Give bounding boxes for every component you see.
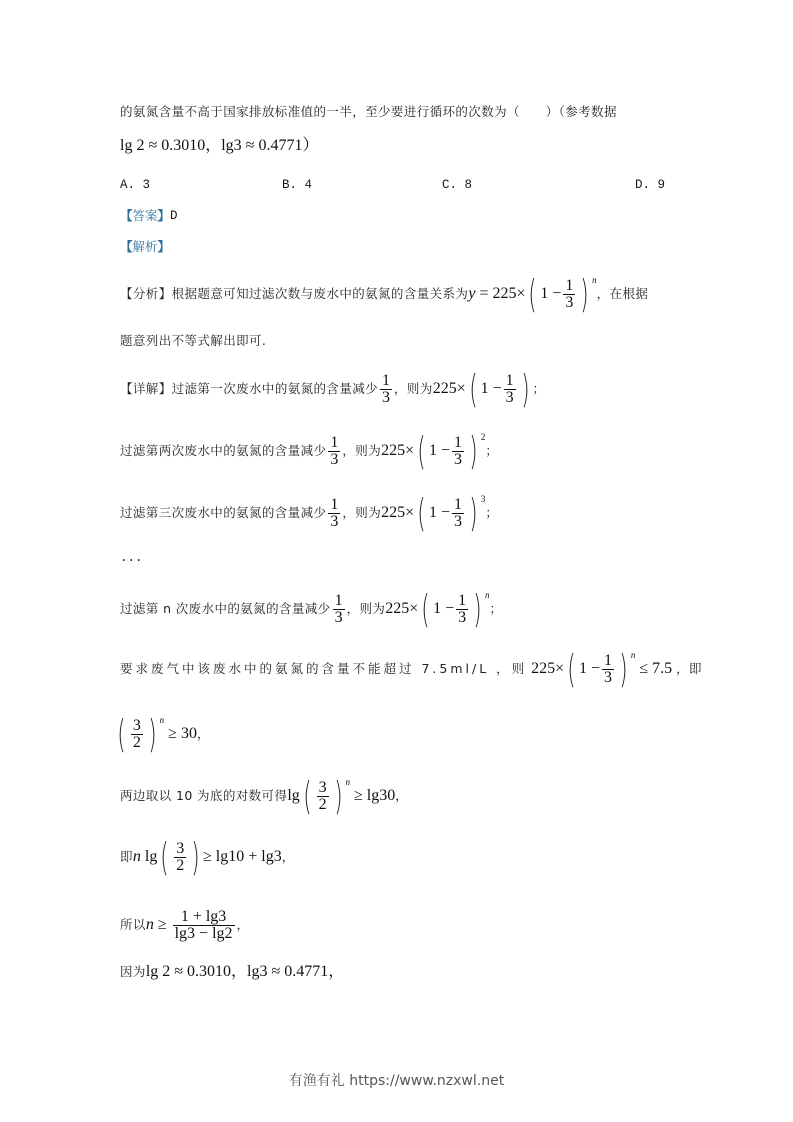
detail-step-2 (120, 429, 499, 473)
fenxi-formula: y = 225× ( 1 − $\frac{1}{3}$ ) n (468, 272, 597, 316)
step-formula: 225× ( 1 − $\frac{1}{3}$ ) 3 (381, 491, 486, 535)
answer-line (120, 207, 178, 225)
step-formula: 225× ( 1 − $\frac{1}{3}$ ) 2 (381, 429, 486, 473)
reference-values: lg 2 ≈ 0.3010，lg3 ≈ 0.4771） (120, 137, 319, 154)
option-b: B. 4 (282, 178, 313, 192)
options-row (120, 176, 680, 194)
step-mid: ，则为 (346, 601, 386, 616)
yinwei-text: 因为 (120, 964, 146, 979)
suoyi-formula: n ≥ $\frac{1 + \lg 3}{\lg 3 - \lg 2}$ (145, 907, 233, 942)
suoyi-end: ， (236, 917, 250, 932)
yinwei-formula: lg 2 ≈ 0.3010，lg3 ≈ 0.4771， (145, 963, 345, 980)
inequality-1 (117, 712, 210, 756)
log-step-end: ， (395, 788, 409, 803)
fenxi-label: 【分析】 (120, 286, 172, 301)
fenxi-text-2: 题意列出不等式解出即可. (120, 333, 267, 348)
answer-label: 【答案】 (120, 208, 171, 223)
answer-value: D (170, 209, 178, 223)
detail-step-n (120, 587, 503, 631)
reference-data (120, 137, 318, 155)
requirement-end: ，即 (676, 661, 702, 676)
inequality-end: ， (196, 726, 210, 741)
fraction-one-third: $\frac{1}{3}$ (330, 433, 339, 468)
question-text-line1 (120, 103, 617, 121)
suoyi-text: 所以 (120, 917, 146, 932)
step-text: 过滤第一次废水中的氨氮的含量减少 (171, 381, 379, 396)
detail-step-3 (120, 491, 499, 535)
ji-step (120, 835, 295, 879)
detail-label: 【详解】 (120, 381, 172, 396)
step-formula: 225× ( 1 − $\frac{1}{3}$ ) (432, 367, 530, 411)
step-text: 过滤第两次废水中的氨氮的含量减少 (120, 443, 327, 458)
option-c: C. 8 (442, 178, 473, 192)
step-end: ； (485, 505, 499, 520)
footer-text: 有渔有礼 https://www.nzxwl.net (288, 1073, 505, 1089)
step-mid: ，则为 (342, 443, 382, 458)
fraction-one-third: $\frac{1}{3}$ (330, 495, 339, 530)
inequality-formula: ( $\frac{3}{2}$ ) n ≥ 30 (117, 712, 197, 756)
step-end: ； (485, 443, 499, 458)
log-step (120, 774, 409, 818)
fraction-one-third: $\frac{1}{3}$ (382, 371, 391, 406)
fenxi-line2 (120, 332, 266, 350)
step-formula: 225× ( 1 − $\frac{1}{3}$ ) n (385, 587, 490, 631)
fraction-one-third: $\frac{1}{3}$ (334, 591, 343, 626)
ellipsis-text: ... (120, 551, 143, 565)
analysis-label: 【解析】 (120, 239, 171, 254)
detail-step-1 (120, 367, 546, 411)
footer-watermark (0, 1070, 793, 1090)
fenxi-line (120, 272, 649, 316)
ji-step-text: 即 (120, 849, 133, 864)
step-text: 过滤第 n 次废水中的氨氮的含量减少 (120, 601, 331, 616)
requirement-text: 要求废气中该废水中的氨氮的含量不能超过 7.5ml/L ，则 (120, 661, 528, 676)
option-d: D. 9 (635, 178, 666, 192)
requirement-formula: 225× ( 1 − $\frac{1}{3}$ ) n ≤ 7.5 (531, 647, 673, 691)
step-text: 过滤第三次废水中的氨氮的含量减少 (120, 505, 327, 520)
analysis-heading (120, 238, 170, 256)
yinwei-step (120, 963, 344, 981)
ji-step-formula: n lg ( $\frac{3}{2}$ ) ≥ lg10 + lg3 (132, 835, 282, 879)
question-text: 的氨氮含量不高于国家排放标准值的一半，至少要进行循环的次数为（ ）（参考数据 (120, 104, 617, 119)
ellipsis (120, 549, 143, 567)
suoyi-step (120, 905, 249, 945)
step-mid: ，则为 (342, 505, 382, 520)
step-end: ； (532, 381, 546, 396)
ji-step-end: ， (281, 849, 295, 864)
step-end: ； (489, 601, 503, 616)
fenxi-text-after: ，在根据 (596, 286, 649, 301)
log-step-formula: lg ( $\frac{3}{2}$ ) n ≥ lg30 (287, 774, 396, 818)
log-step-text: 两边取以 10 为底的对数可得 (120, 788, 288, 803)
step-mid: ，则为 (394, 381, 433, 396)
fenxi-text: 根据题意可知过滤次数与废水中的氨氮的含量关系为 (171, 286, 469, 301)
option-a: A. 3 (120, 178, 151, 192)
requirement-line (120, 647, 702, 691)
